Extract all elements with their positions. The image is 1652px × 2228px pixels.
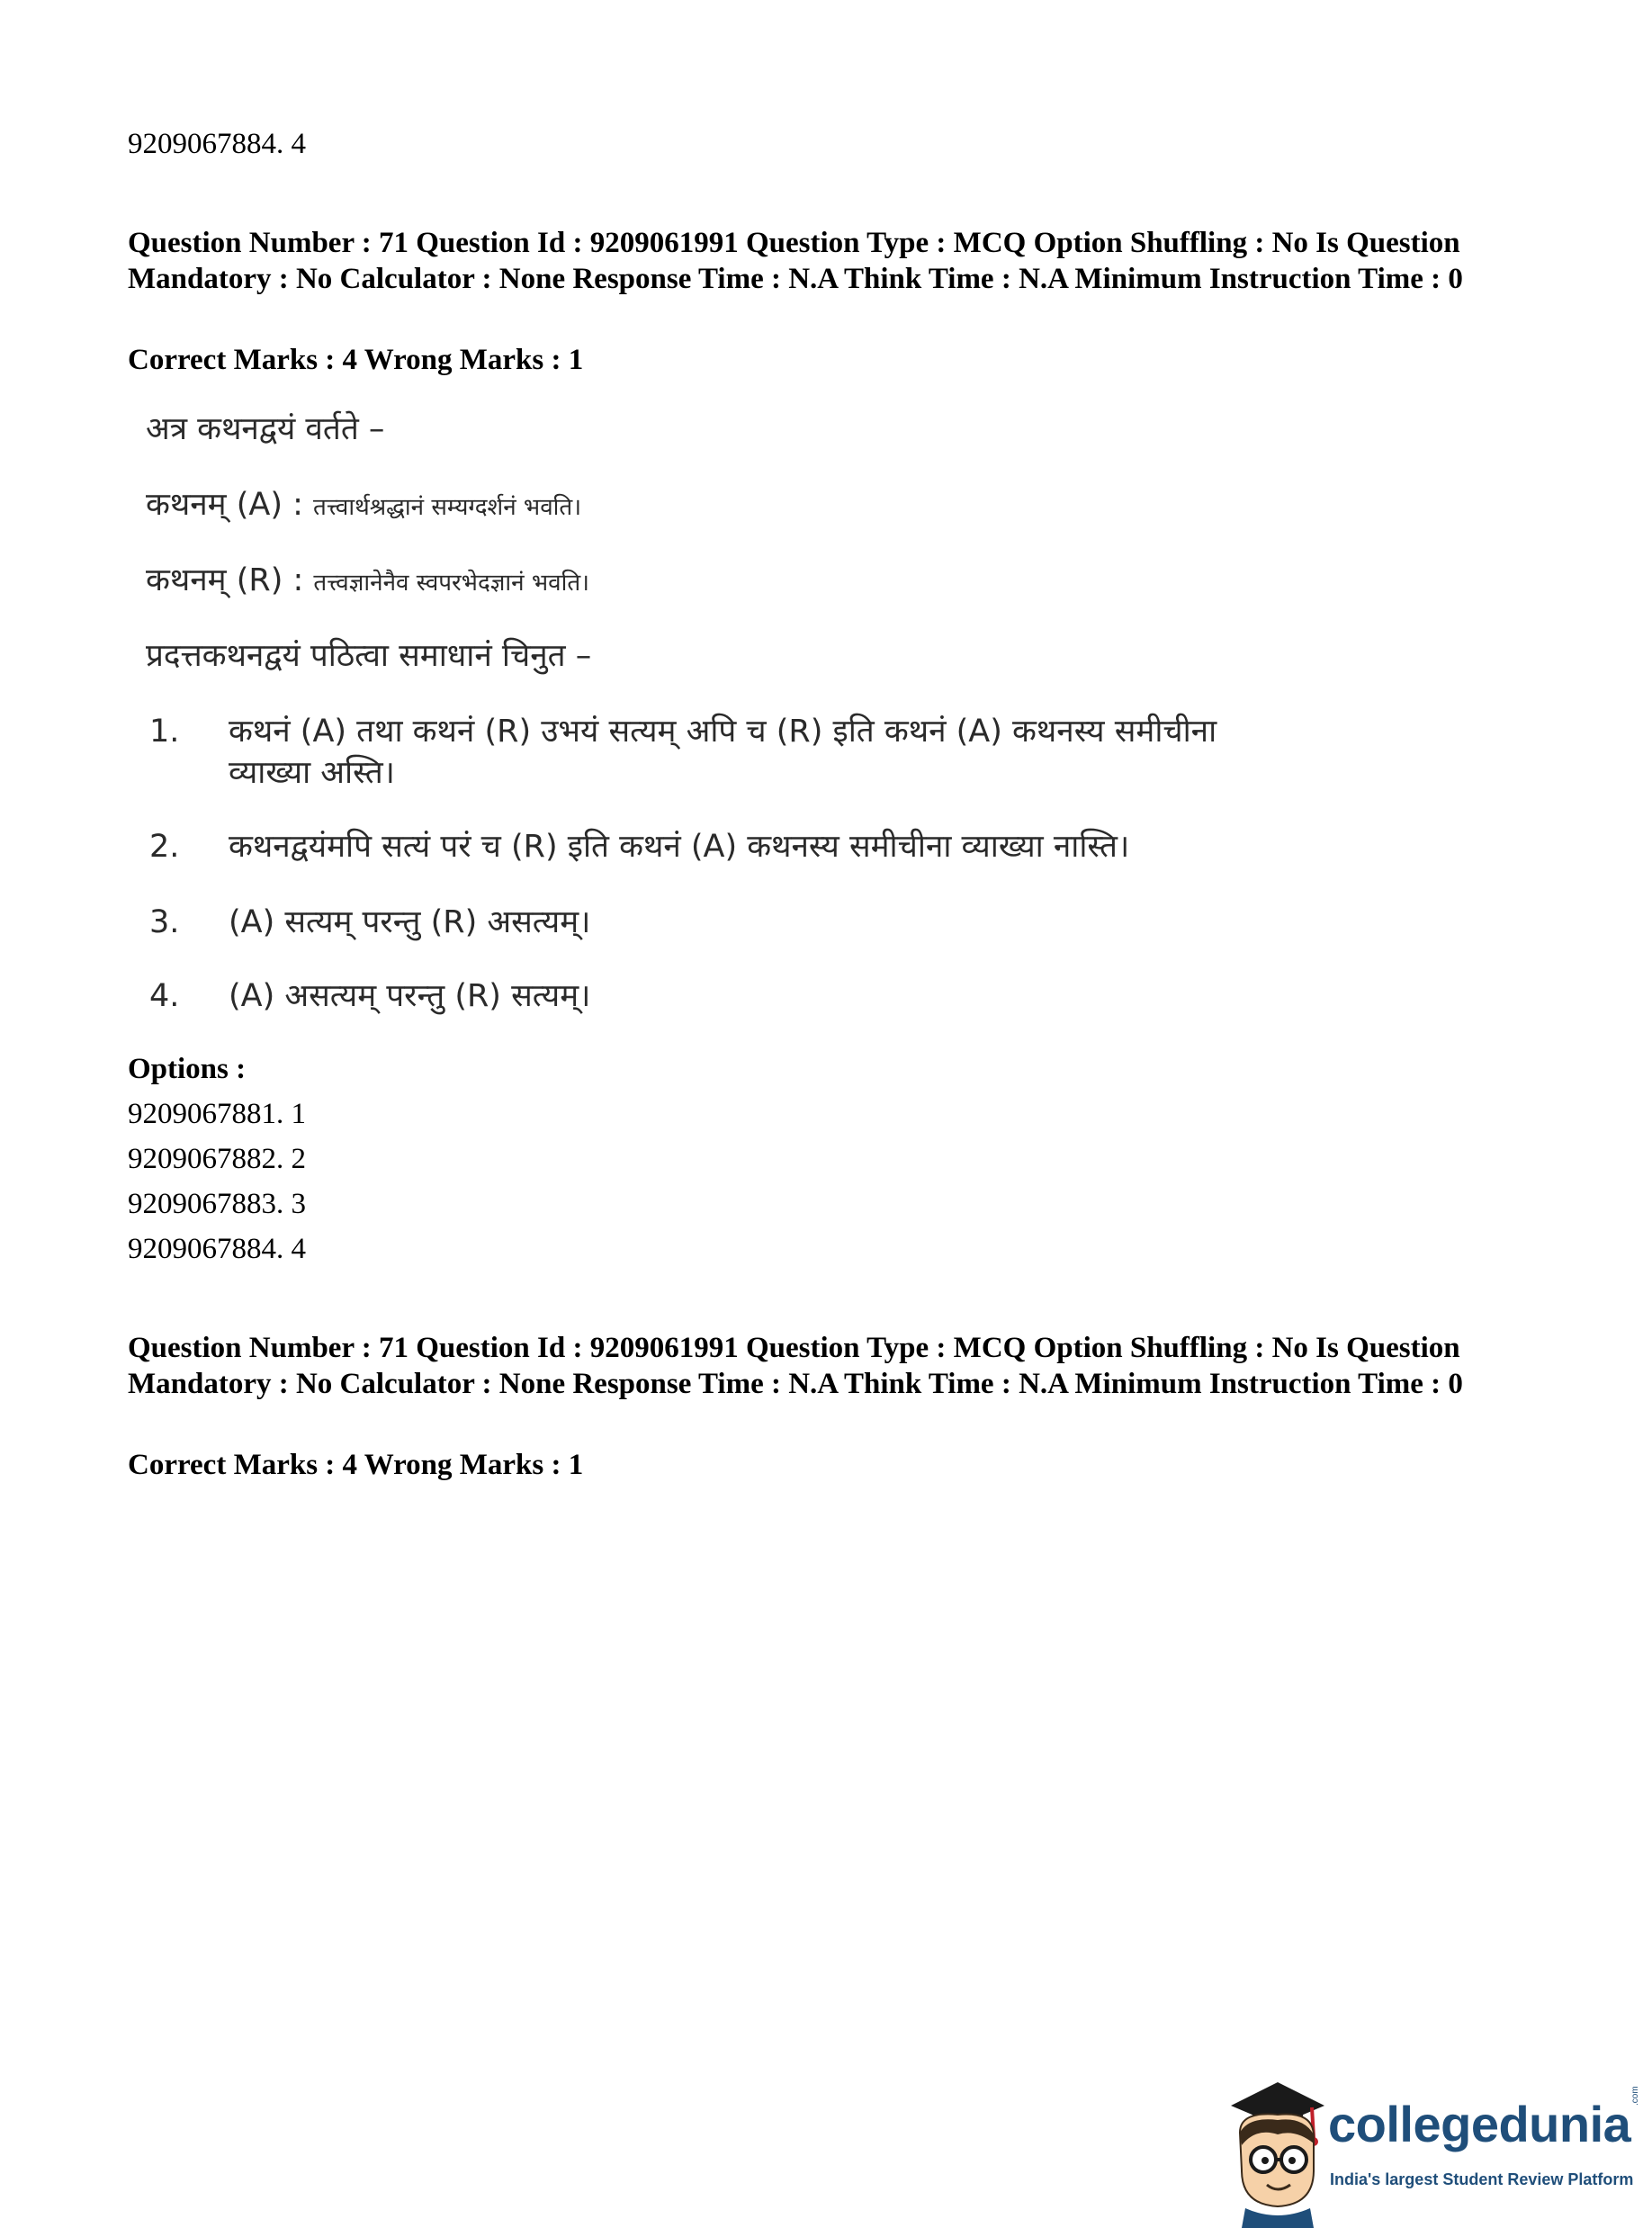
choice-number: 3.	[149, 904, 180, 940]
choice-item	[149, 902, 1319, 947]
statement-r	[146, 560, 589, 604]
option-line: 9209067881. 1	[128, 1098, 306, 1130]
next-question-marks: Correct Marks : 4 Wrong Marks : 1	[128, 1449, 584, 1481]
choice-text: (A) सत्यम् परन्तु (R) असत्यम्।	[229, 904, 591, 940]
statement-a-label: कथनम् (A) :	[146, 487, 303, 523]
choice-item	[149, 826, 1364, 871]
statement-a	[146, 484, 581, 528]
choice-number: 1.	[149, 714, 180, 750]
next-question-header: Question Number : 71 Question Id : 9209061991 Question Type : MCQ Option Shuffling : No Is Question Mandatory : No Calculator : None Response Time : N.A Think Time : N.A Minimum Instruction Time : 0	[128, 1332, 1463, 1400]
question-intro: अत्र कथनद्वयं वर्तते –	[146, 411, 385, 447]
collegedunia-logo	[1213, 2070, 1645, 2228]
choice-number: 2.	[149, 829, 180, 865]
options-title: Options :	[128, 1053, 247, 1085]
option-line: 9209067882. 2	[128, 1143, 306, 1175]
question-header: Question Number : 71 Question Id : 9209061991 Question Type : MCQ Option Shuffling : No Is Question Mandatory : No Calculator : None Response Time : N.A Think Time : N.A Minimum Instruction Time : 0	[128, 227, 1463, 295]
statement-r-text: तत्त्वज्ञानेनैव स्वपरभेदज्ञानं भवति।	[313, 570, 590, 597]
choice-text: कथनं (A) तथा कथनं (R) उभयं सत्यम् अपि च (R) इति कथनं (A) कथनस्य समीचीना व्याख्या अस्ति।	[229, 714, 1217, 791]
choice-text: कथनद्वयंमपि सत्यं परं च (R) इति कथनं (A) कथनस्य समीचीना व्याख्या नास्ति।	[229, 829, 1130, 865]
question-marks: Correct Marks : 4 Wrong Marks : 1	[128, 344, 584, 376]
statement-a-text: तत्त्वार्थश्रद्धानं सम्यग्दर्शनं भवति।	[313, 494, 582, 521]
choice-text: (A) असत्यम् परन्तु (R) सत्यम्।	[229, 978, 591, 1014]
logo-suffix: .com	[1630, 2086, 1640, 2106]
option-line: 9209067884. 4	[128, 1233, 306, 1265]
choice-item	[149, 975, 1319, 1020]
choice-number: 4.	[149, 978, 180, 1014]
student-mascot-icon	[1213, 2070, 1330, 2228]
top-option-line: 9209067884. 4	[128, 128, 306, 160]
option-line: 9209067883. 3	[128, 1188, 306, 1220]
question-instruction: प्रदत्तकथनद्वयं पठित्वा समाधानं चिनुत –	[146, 638, 592, 674]
question-image	[144, 396, 1404, 1026]
logo-tagline: India's largest Student Review Platform	[1330, 2170, 1634, 2188]
choice-item	[149, 711, 1319, 801]
logo-wordmark: collegedunia	[1328, 2096, 1631, 2152]
statement-r-label: कथनम् (R) :	[146, 562, 304, 598]
